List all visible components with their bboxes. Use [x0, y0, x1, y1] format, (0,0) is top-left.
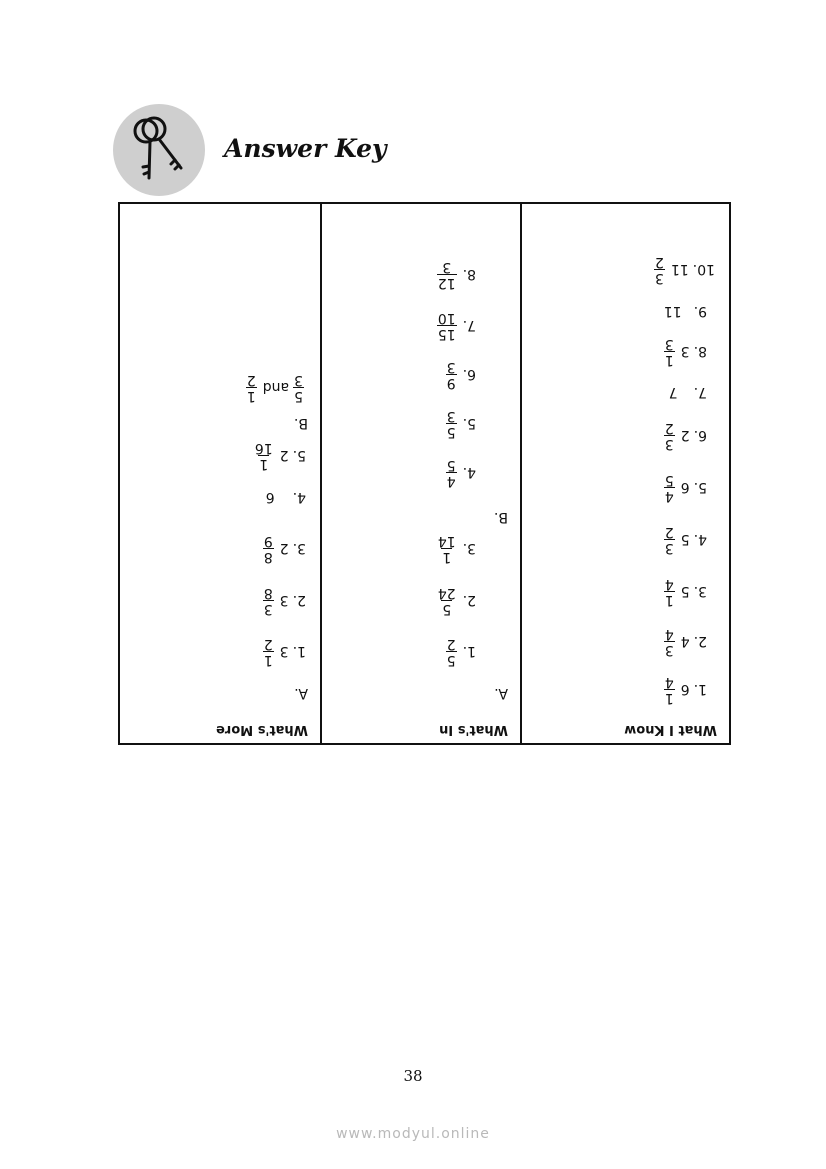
answer-item: 1. 3 1 2 — [263, 636, 306, 668]
answer-item: 5 3 and 1 2 — [246, 372, 303, 404]
answer-item: 2. 4 3 4 — [664, 626, 707, 658]
section-label: B. — [293, 415, 308, 431]
column-header: What's In — [439, 722, 508, 737]
what-i-know-column — [520, 204, 729, 743]
column-header: What's More — [216, 722, 308, 737]
answer-item: 3. 5 1 4 — [664, 576, 707, 608]
answer-item: 3. 2 8 9 — [263, 533, 306, 565]
keys-icon — [113, 104, 205, 196]
answer-item: 2. 3 3 8 — [263, 585, 306, 617]
answer-item: 6. 2 3 2 — [664, 420, 707, 452]
answer-item: 5. 5 3 — [446, 408, 476, 440]
whats-more-column — [120, 204, 322, 743]
answer-item: 6. 9 3 — [446, 359, 476, 391]
answer-item: 5. 6 4 5 — [664, 472, 707, 504]
section-label: A. — [294, 685, 308, 701]
answer-item: 8. 3 1 3 — [664, 336, 707, 368]
answer-item: 7. 15 10 — [437, 310, 476, 342]
answer-item: 3. 1 14 — [437, 533, 476, 565]
answer-key-table — [118, 202, 731, 745]
page-title: Answer Key — [224, 134, 387, 163]
answer-item: 7. 7 — [668, 384, 707, 400]
answer-key-logo — [113, 104, 205, 196]
answer-item: 8. 12 3 — [437, 259, 476, 291]
answer-item: 5. 2 1 16 — [254, 440, 306, 472]
whats-in-column — [320, 204, 522, 743]
answer-item: 9. 11 — [663, 303, 707, 319]
answer-item: 10. 11 3 2 — [654, 254, 715, 286]
column-header: What I Know — [624, 722, 717, 737]
answer-item: 1. 5 2 — [446, 636, 476, 668]
answer-item: 1. 6 1 4 — [664, 674, 707, 706]
watermark: www.modyul.online — [336, 1126, 490, 1142]
page-number: 38 — [403, 1067, 423, 1085]
answer-item: 4. 5 3 2 — [664, 524, 707, 556]
answer-item: 2. 5 24 — [437, 585, 476, 617]
answer-item: 4. 6 — [265, 489, 306, 505]
section-label: A. — [494, 685, 508, 701]
answer-item: 4. 4 5 — [446, 457, 476, 489]
section-label: B. — [493, 509, 508, 525]
